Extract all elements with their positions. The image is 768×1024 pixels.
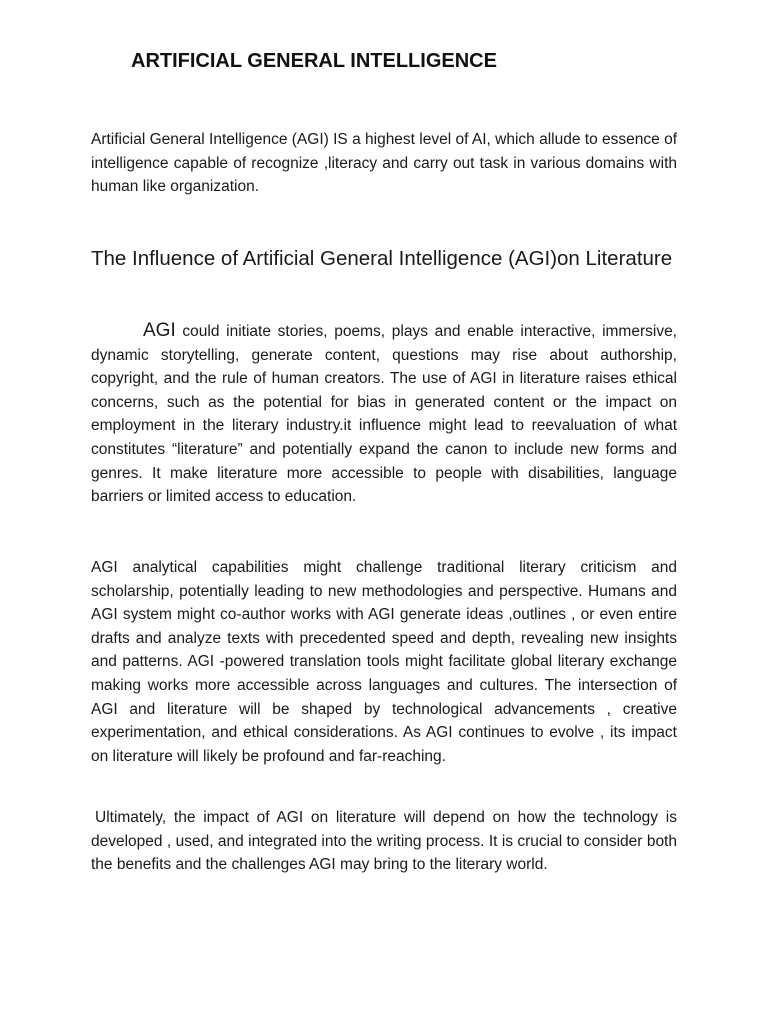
conclusion-paragraph-text: Ultimately, the impact of AGI on literature will depend on how the technology is developed , used, and integrated into the writing process. It is crucial to consider both the benefits and the challenges AGI may bring to the literary world. [91, 809, 677, 874]
document-title: ARTIFICIAL GENERAL INTELLIGENCE [131, 50, 497, 72]
conclusion-paragraph [91, 806, 677, 877]
influence-paragraph [91, 319, 677, 509]
intro-paragraph: Artificial General Intelligence (AGI) IS a highest level of AI, which allude to essence of intelligence capable of recognize ,literacy and carry out task in various domains with human like organization. [91, 131, 677, 196]
paragraph-lead-word: AGI [143, 320, 176, 341]
influence-paragraph-text: could initiate stories, poems, plays and enable interactive, immersive, dynamic storytelling, generate content, questions may rise about authorship, copyright, and the rule of human creators. The use of AGI in literature raises ethical concerns, such as the potential for bias in generated content or the impact on employment in the literary industry.it influence might lead to reevaluation of what constitutes “literature” and potentially expand the canon to include new forms and genres. It make literature more accessible to people with disabilities, language barriers or limited access to education. [91, 323, 677, 506]
analysis-paragraph: AGI analytical capabilities might challenge traditional literary criticism and scholarship, potentially leading to new methodologies and perspective. Humans and AGI system might co-author works with AGI generate ideas ,outlines , or even entire drafts and analyze texts with precedented speed and depth, revealing new insights and patterns. AGI -powered translation tools might facilitate global literary exchange making works more accessible across languages and cultures. The intersection of AGI and literature will be shaped by technological advancements , creative experimentation, and ethical considerations. As AGI continues to evolve , its impact on literature will likely be profound and far-reaching. [91, 559, 677, 765]
section-heading: The Influence of Artificial General Intelligence (AGI)on Literature [91, 247, 673, 270]
